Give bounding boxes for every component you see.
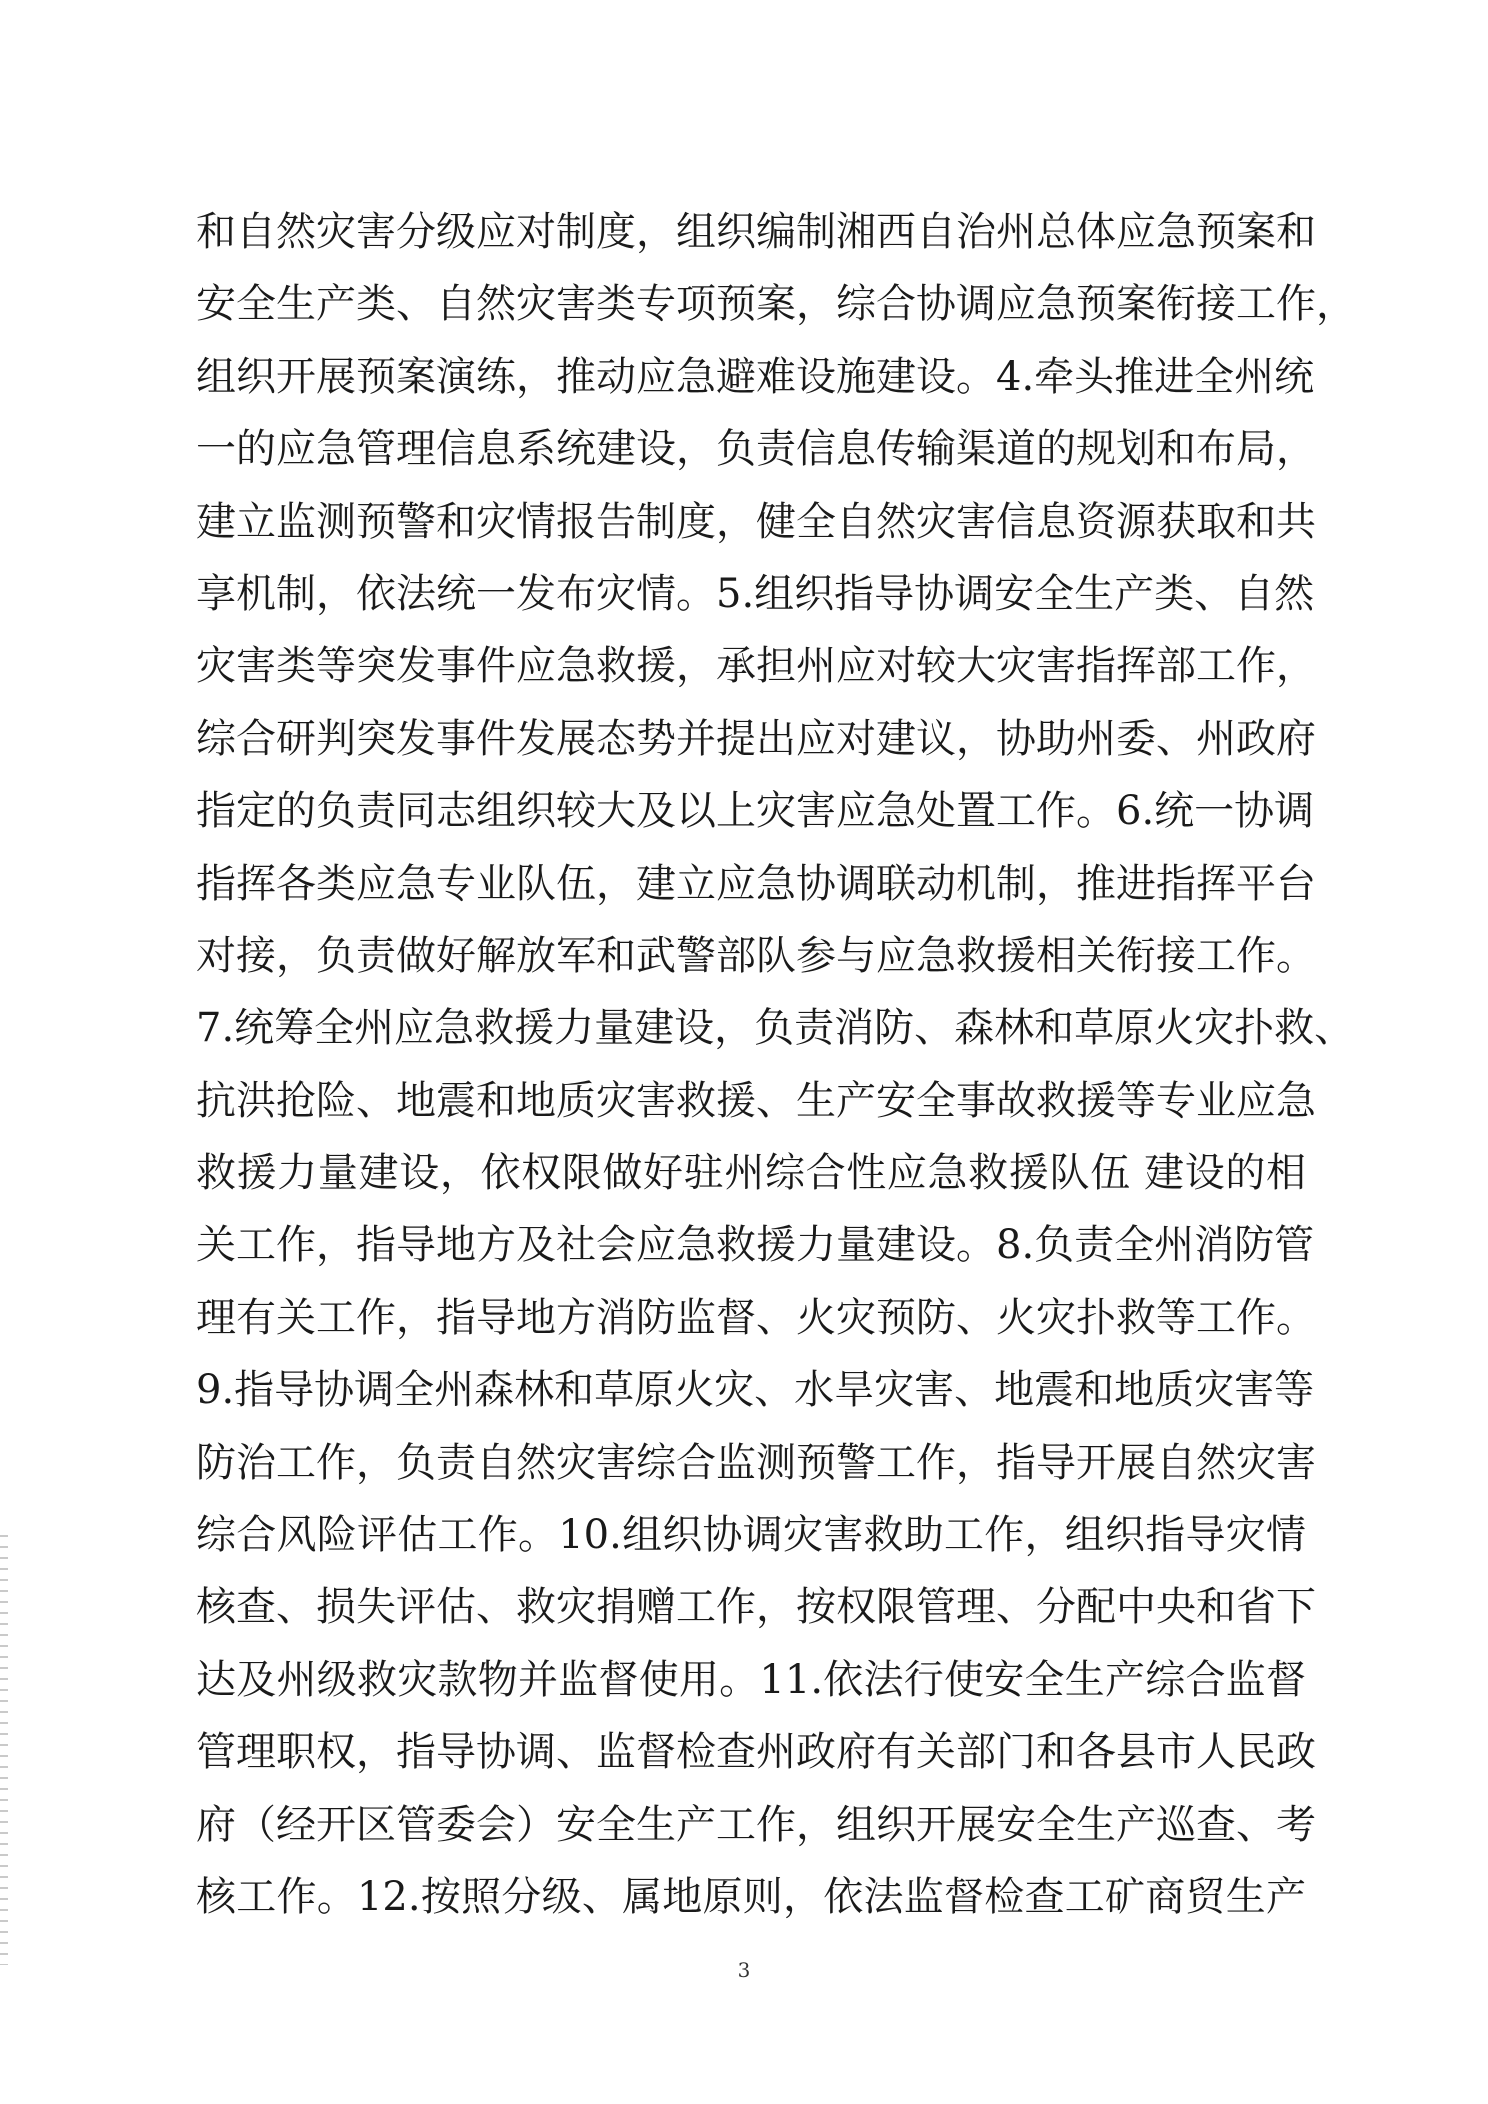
text-line: 安全生产类、自然灾害类专项预案，综合协调应急预案衔接工作，	[196, 281, 1356, 328]
text-line: 指挥各类应急专业队伍，建立应急协调联动机制，推进指挥平台	[196, 860, 1316, 907]
text-line: 和自然灾害分级应对制度，组织编制湘西自治州总体应急预案和	[196, 209, 1316, 255]
text-line: 救援力量建设，依权限做好驻州综合性应急救援队伍 建设的相	[196, 1150, 1306, 1197]
body-text	[196, 196, 1356, 1933]
text-line: 对接，负责做好解放军和武警部队参与应急救援相关衔接工作。	[196, 932, 1316, 979]
text-line: 7.统筹全州应急救援力量建设，负责消防、森林和草原火灾扑救、	[196, 1005, 1355, 1052]
text-line: 关工作，指导地方及社会应急救援力量建设。8.负责全州消防管	[196, 1222, 1315, 1269]
text-line: 防治工作，负责自然灾害综合监测预警工作，指导开展自然灾害	[196, 1439, 1316, 1486]
text-line: 享机制，依法统一发布灾情。5.组织指导协调安全生产类、自然	[196, 570, 1315, 617]
text-line: 核查、损失评估、救灾捐赠工作，按权限管理、分配中央和省下	[196, 1584, 1316, 1631]
text-line: 抗洪抢险、地震和地质灾害救援、生产安全事故救援等专业应急	[196, 1077, 1316, 1124]
text-line: 综合风险评估工作。10.组织协调灾害救助工作，组织指导灾情	[196, 1512, 1306, 1559]
page-number: 3	[737, 1958, 751, 1982]
text-line: 府（经开区管委会）安全生产工作，组织开展安全生产巡查、考	[196, 1801, 1316, 1848]
text-line: 指定的负责同志组织较大及以上灾害应急处置工作。6.统一协调	[196, 788, 1315, 835]
text-line: 建立监测预警和灾情报告制度，健全自然灾害信息资源获取和共	[196, 498, 1316, 545]
text-line: 综合研判突发事件发展态势并提出应对建议，协助州委、州政府	[196, 715, 1316, 762]
text-line: 灾害类等突发事件应急救援，承担州应对较大灾害指挥部工作，	[196, 643, 1316, 690]
binding-marks	[0, 1535, 8, 1965]
text-line: 管理职权，指导协调、监督检查州政府有关部门和各县市人民政	[196, 1729, 1316, 1776]
text-line: 一的应急管理信息系统建设，负责信息传输渠道的规划和布局，	[196, 426, 1316, 473]
text-line: 组织开展预案演练，推动应急避难设施建设。4.牵头推进全州统	[196, 353, 1315, 400]
text-line: 核工作。12.按照分级、属地原则，依法监督检查工矿商贸生产	[196, 1873, 1306, 1920]
text-line: 达及州级救灾款物并监督使用。11.依法行使安全生产综合监督	[196, 1656, 1306, 1703]
text-line: 9.指导协调全州森林和草原火灾、水旱灾害、地震和地质灾害等	[196, 1367, 1315, 1414]
text-line: 理有关工作，指导地方消防监督、火灾预防、火灾扑救等工作。	[196, 1294, 1316, 1341]
